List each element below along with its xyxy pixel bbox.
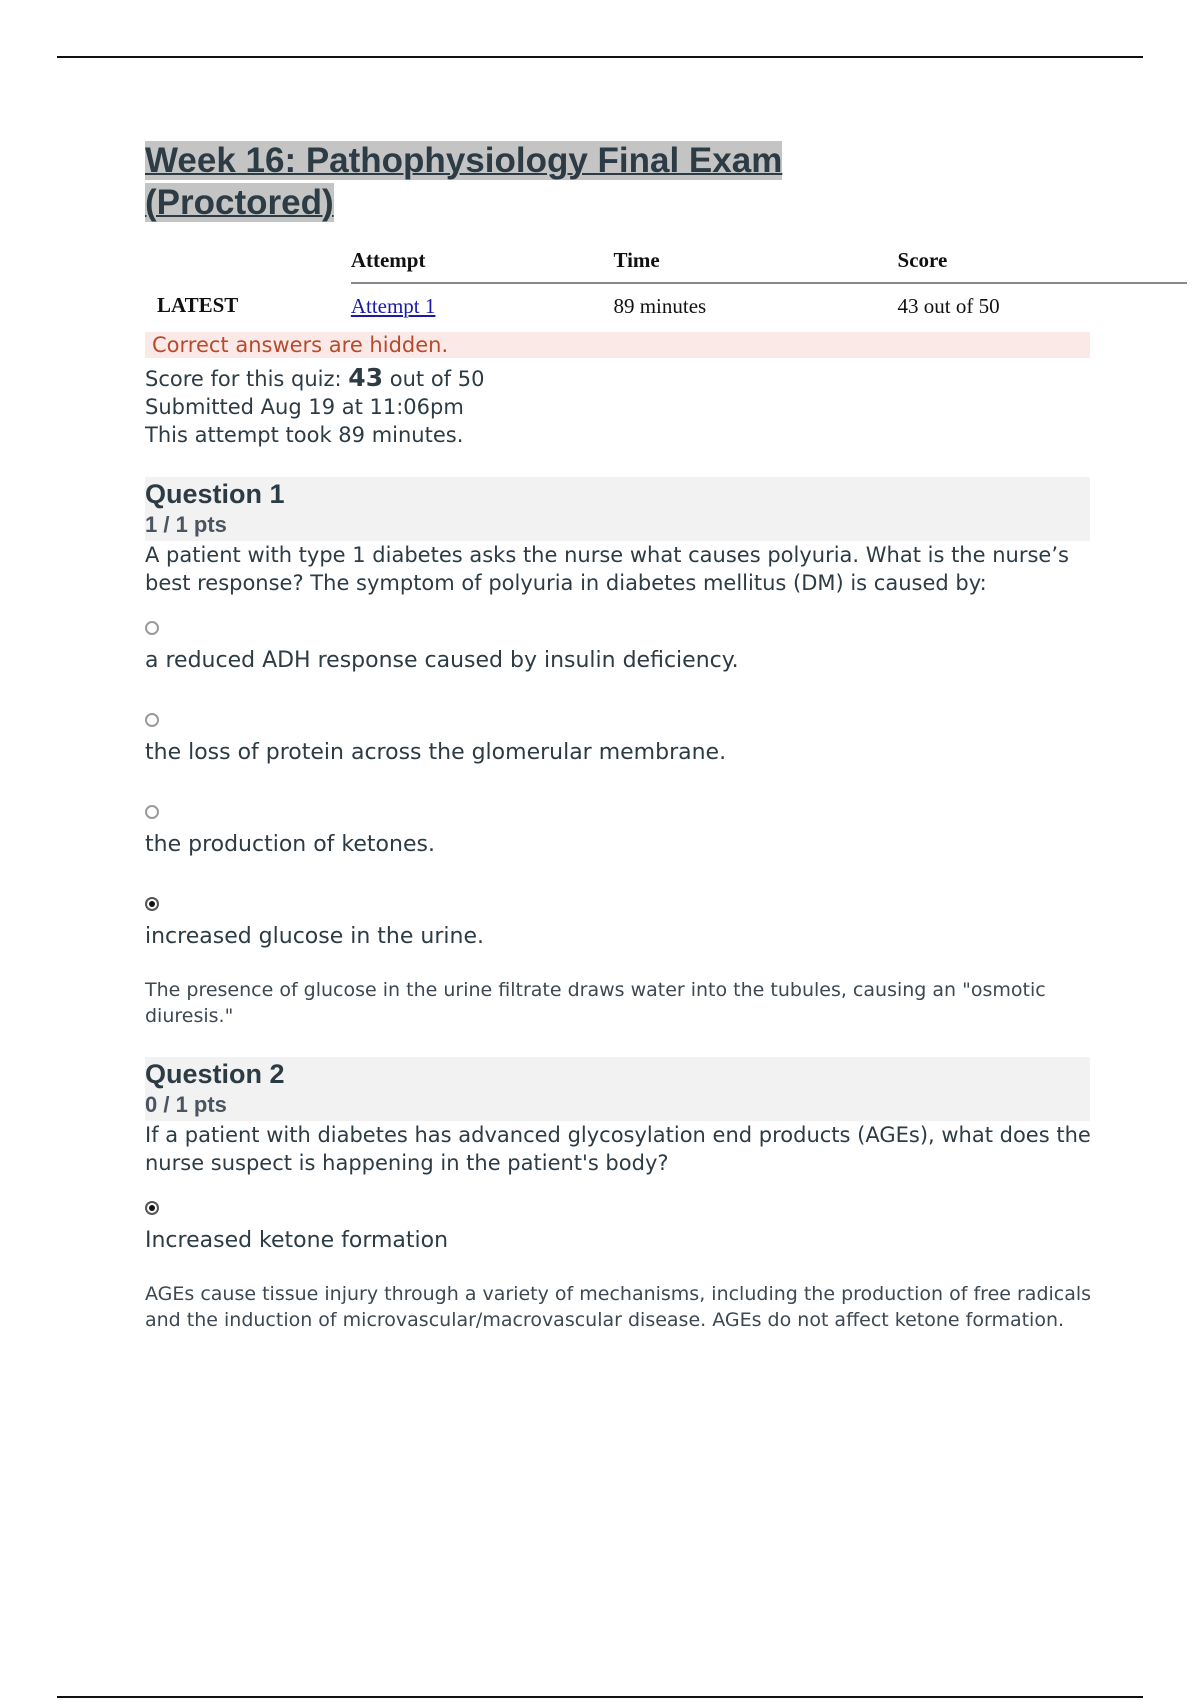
page-title-line2: (Proctored)	[145, 183, 334, 222]
score-summary	[145, 364, 485, 449]
attempt-1-link[interactable]: Attempt 1	[350, 293, 436, 318]
q1-answer-2[interactable]	[145, 713, 1190, 767]
q1-answer-1-text: a reduced ADH response caused by insulin deficiency.	[145, 648, 739, 673]
q1-answer-3-radio[interactable]	[145, 805, 159, 819]
attempt-time: 89 minutes	[613, 293, 707, 318]
q1-answer-1-radio[interactable]	[145, 621, 159, 635]
score-prefix: Score for this quiz:	[145, 367, 349, 391]
question-1-header	[145, 477, 1090, 541]
q1-answer-4[interactable]	[145, 897, 1190, 951]
q1-answer-2-text: the loss of protein across the glomerular membrane.	[145, 740, 727, 765]
header-time: Time	[613, 238, 897, 283]
attempt-row-label: LATEST	[157, 293, 239, 317]
header-blank	[145, 238, 351, 283]
question-2-points: 0 / 1 pts	[145, 1092, 227, 1117]
q1-answer-1[interactable]	[145, 621, 1190, 675]
answers-hidden-notice: Correct answers are hidden.	[145, 332, 1090, 358]
question-2-title: Question 2	[145, 1059, 285, 1089]
bottom-rule	[57, 1696, 1143, 1698]
q2-answer-1-text: Increased ketone formation	[145, 1228, 449, 1253]
question-2	[145, 1057, 1190, 1333]
score-value: 43	[348, 363, 384, 392]
question-1-points: 1 / 1 pts	[145, 512, 227, 537]
q2-answer-1[interactable]	[145, 1201, 1190, 1255]
header-score: Score	[898, 238, 1187, 283]
question-1	[145, 477, 1190, 1029]
score-suffix: out of 50 Submitted Aug 19 at 11:06pm This attempt took 89 minutes.	[145, 367, 485, 447]
question-2-feedback: AGEs cause tissue injury through a variety of mechanisms, including the production of free radicals and the induction of microvascular/macrovascular disease. AGEs do not affect ketone formation.	[145, 1283, 1092, 1331]
q1-answer-4-text: increased glucose in the urine.	[145, 924, 484, 949]
page-title-line1: Week 16: Pathophysiology Final Exam	[145, 141, 783, 180]
question-1-text: A patient with type 1 diabetes asks the nurse what causes polyuria. What is the nurse’s best response? The symptom of polyuria in diabetes mellitus (DM) is caused by:	[145, 543, 1069, 595]
question-1-feedback: The presence of glucose in the urine filtrate draws water into the tubules, causing an "osmotic diuresis."	[145, 979, 1046, 1027]
attempt-score: 43 out of 50	[897, 293, 1000, 318]
page-title	[145, 140, 1190, 224]
q2-answer-1-radio-selected[interactable]	[145, 1201, 159, 1215]
q1-answer-3-text: the production of ketones.	[145, 832, 435, 857]
attempt-cell	[351, 283, 614, 328]
q1-answer-3[interactable]	[145, 805, 1190, 859]
question-2-text: If a patient with diabetes has advanced glycosylation end products (AGEs), what does the nurse suspect is happening in the patient's body?	[145, 1123, 1091, 1175]
quiz-content	[145, 140, 1190, 1333]
top-rule	[57, 56, 1143, 58]
question-1-title: Question 1	[145, 479, 285, 509]
q1-answer-4-radio-selected[interactable]	[145, 897, 159, 911]
attempts-table	[145, 238, 1187, 328]
attempt-row	[145, 283, 1187, 328]
header-attempt: Attempt	[351, 238, 614, 283]
attempts-header-row	[145, 238, 1187, 283]
q1-answer-2-radio[interactable]	[145, 713, 159, 727]
question-2-header	[145, 1057, 1090, 1121]
